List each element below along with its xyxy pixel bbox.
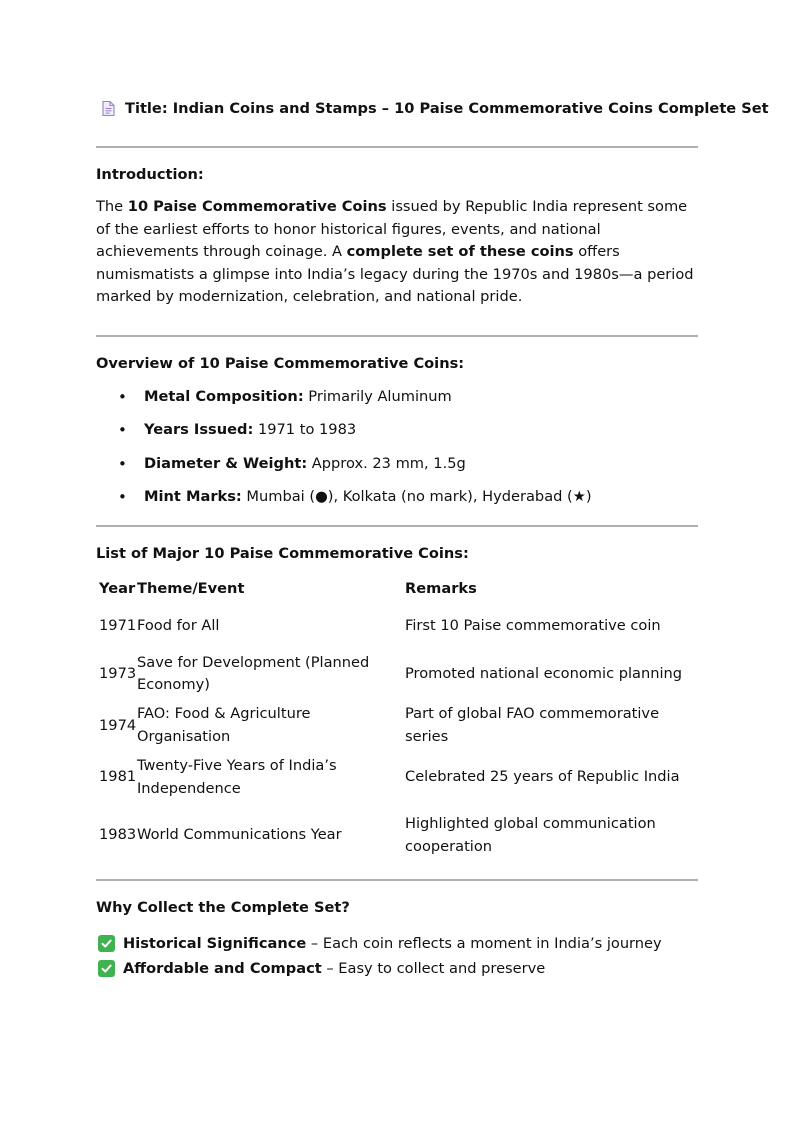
cell-theme: World Communications Year bbox=[137, 826, 342, 844]
list-item bbox=[96, 454, 698, 488]
intro-text-2: issued by Republic India represent some of the earliest efforts to honor historical figures, events, and national achievements through coinage. A bbox=[96, 198, 688, 261]
table-row bbox=[96, 749, 698, 807]
overview-value: 1971 to 1983 bbox=[253, 421, 357, 439]
cell-year: 1973 bbox=[99, 665, 137, 683]
overview-label: Diameter & Weight: bbox=[144, 454, 308, 472]
why-value: – Each coin reflects a moment in India’s journey bbox=[306, 934, 662, 952]
intro-text-3: offers numismatists a glimpse into India’s legacy during the 1970s and 1980s—a period marked by modernization, celebration, and national pride. bbox=[96, 243, 694, 306]
cell-year: 1971 bbox=[99, 617, 137, 635]
cell-theme: FAO: Food & Agriculture Organisation bbox=[137, 705, 311, 746]
cell-theme: Twenty-Five Years of India’s Independence bbox=[137, 757, 337, 797]
cell-remarks: Highlighted global communication cooperation bbox=[405, 815, 656, 855]
list-item bbox=[96, 387, 698, 421]
document-title: Title: Indian Coins and Stamps – 10 Paise Commemorative Coins Complete Set bbox=[125, 99, 769, 117]
table-header-row bbox=[96, 571, 698, 607]
overview-value: Primarily Aluminum bbox=[303, 387, 452, 405]
overview-label: Years Issued: bbox=[144, 421, 254, 439]
why-label: Affordable and Compact bbox=[123, 959, 322, 977]
overview-label: Mint Marks: bbox=[144, 488, 242, 506]
cell-remarks: Part of global FAO commemorative series bbox=[405, 705, 660, 746]
why-value: – Easy to collect and preserve bbox=[321, 959, 546, 977]
document-icon bbox=[100, 100, 117, 117]
overview-value: Approx. 23 mm, 1.5g bbox=[307, 454, 466, 472]
overview-heading: Overview of 10 Paise Commemorative Coins: bbox=[96, 354, 465, 372]
cell-theme: Food for All bbox=[137, 617, 220, 635]
column-header-theme: Theme/Event bbox=[137, 580, 245, 598]
intro-text-1: The bbox=[96, 198, 128, 215]
cell-year: 1981 bbox=[99, 768, 137, 786]
cell-theme: Save for Development (Planned Economy) bbox=[137, 653, 370, 694]
why-item-text bbox=[123, 960, 545, 977]
check-box-icon bbox=[98, 960, 115, 977]
document-page bbox=[96, 96, 769, 981]
coin-list-heading: List of Major 10 Paise Commemorative Coins: bbox=[96, 545, 469, 563]
overview-value: Mumbai (●), Kolkata (no mark), Hyderabad (★) bbox=[241, 488, 592, 506]
why-heading: Why Collect the Complete Set? bbox=[96, 898, 350, 916]
coin-table bbox=[96, 571, 698, 864]
column-header-year: Year bbox=[99, 580, 136, 598]
why-list bbox=[96, 931, 698, 981]
divider bbox=[96, 335, 698, 337]
table-row bbox=[96, 607, 698, 645]
divider bbox=[96, 879, 698, 881]
list-item bbox=[98, 931, 698, 956]
list-item bbox=[98, 956, 698, 981]
check-box-icon bbox=[98, 935, 115, 952]
why-label: Historical Significance bbox=[123, 934, 307, 952]
intro-bold-1: 10 Paise Commemorative Coins bbox=[127, 198, 387, 215]
column-header-remarks: Remarks bbox=[405, 580, 477, 598]
list-item bbox=[96, 420, 698, 454]
table-row bbox=[96, 703, 698, 748]
table-row bbox=[96, 645, 698, 703]
intro-bold-2: complete set of these coins bbox=[346, 243, 574, 261]
cell-remarks: Celebrated 25 years of Republic India bbox=[405, 768, 680, 786]
cell-year: 1983 bbox=[99, 826, 137, 844]
divider bbox=[96, 146, 698, 148]
cell-year: 1974 bbox=[99, 716, 137, 734]
list-item bbox=[96, 487, 698, 515]
document-title-row bbox=[100, 96, 769, 120]
overview-label: Metal Composition: bbox=[144, 387, 304, 405]
cell-remarks: First 10 Paise commemorative coin bbox=[405, 617, 661, 635]
why-item-text bbox=[123, 935, 662, 952]
cell-remarks: Promoted national economic planning bbox=[405, 665, 683, 683]
intro-paragraph bbox=[96, 196, 698, 309]
intro-heading: Introduction: bbox=[96, 166, 204, 183]
divider bbox=[96, 525, 698, 527]
overview-list bbox=[96, 387, 698, 516]
table-row bbox=[96, 807, 698, 865]
